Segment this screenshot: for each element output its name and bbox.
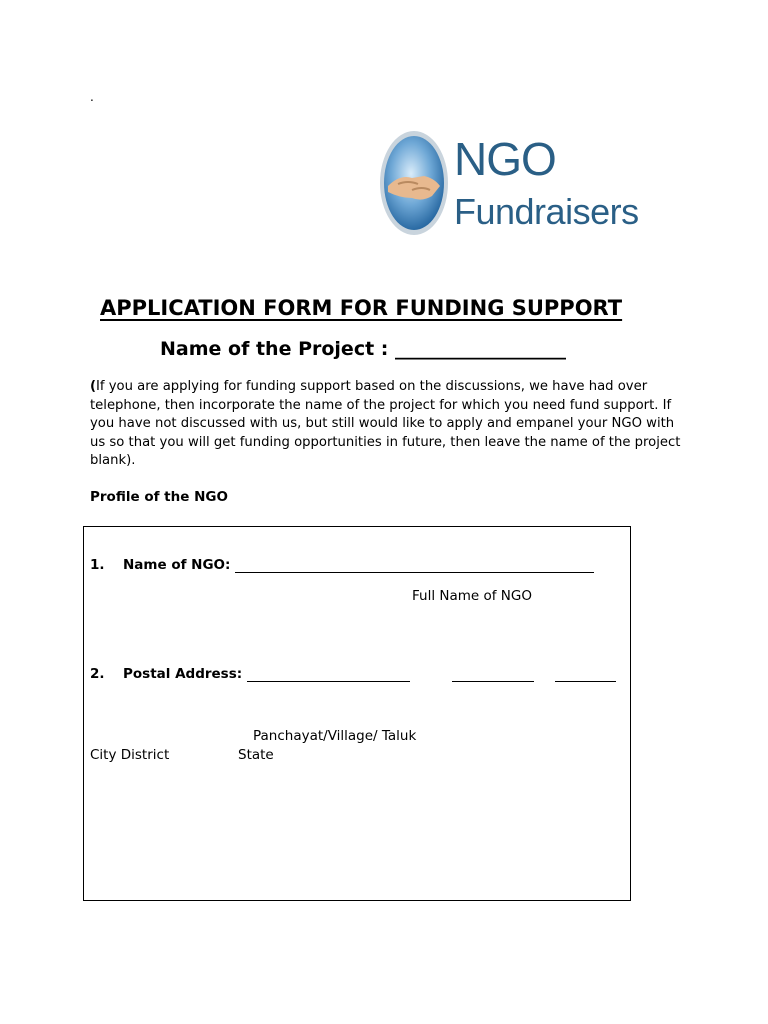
project-name-blank[interactable]: __________________	[395, 338, 566, 360]
logo-text-ngo: NGO	[454, 133, 556, 185]
field2-number: 2.	[90, 666, 105, 682]
instructions-text: If you are applying for funding support based on the discussions, we have had over telephone, then incorporate the name of the project for which you need fund support. If you have not discussed with us, but still would like to apply and empanel your NGO with us so that you will get funding opportunities in future, then leave the name of the project blank).	[90, 379, 681, 469]
logo-text-fundraisers: Fundraisers	[454, 191, 639, 232]
field2-caption-state: State	[238, 747, 274, 763]
postal-address-district-field[interactable]	[452, 669, 534, 682]
instructions-open-paren: (	[90, 379, 97, 394]
name-of-ngo-field[interactable]	[235, 560, 594, 573]
field2-caption-city-district: City District	[90, 747, 170, 763]
project-name-row	[160, 338, 566, 360]
field1-label: Name of NGO:	[123, 557, 231, 573]
field2-caption-village: Panchayat/Village/ Taluk	[253, 728, 417, 744]
top-mark: .	[90, 90, 94, 104]
ngo-fundraisers-logo	[378, 126, 639, 240]
postal-address-state-field[interactable]	[555, 669, 616, 682]
ngo-profile-form-box	[83, 526, 631, 901]
project-name-label: Name of the Project :	[160, 338, 389, 360]
field1-caption: Full Name of NGO	[412, 588, 532, 604]
field1-number: 1.	[90, 557, 105, 573]
profile-heading: Profile of the NGO	[90, 489, 228, 505]
handshake-globe-icon	[378, 126, 454, 240]
postal-address-village-field[interactable]	[247, 669, 410, 682]
field2-label: Postal Address:	[123, 666, 243, 682]
instructions-paragraph	[90, 378, 690, 471]
page-title: APPLICATION FORM FOR FUNDING SUPPORT	[100, 296, 623, 320]
